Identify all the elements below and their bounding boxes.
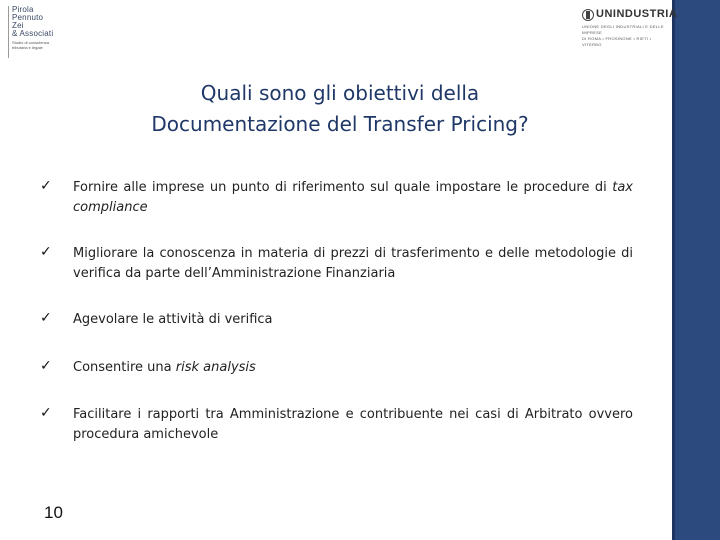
checkmark-icon: ✓ [40, 244, 52, 260]
page-number: 10 [44, 503, 63, 522]
list-item-emphasis: tax compliance [73, 180, 633, 215]
checkmark-icon: ✓ [40, 178, 52, 194]
unindustria-subtitle [582, 24, 672, 48]
list-item-text [73, 178, 633, 218]
list-item-text-part: Fornire alle imprese un punto di riferimento sul quale impostare le procedure di [73, 180, 613, 195]
unindustria-brand: UNINDUSTRIA [596, 8, 678, 20]
checkmark-icon: ✓ [40, 358, 52, 374]
logo-line: Pirola [12, 5, 34, 14]
pirola-pennuto-logo [8, 6, 72, 58]
list-item-text-part: Consentire una [73, 360, 176, 375]
right-decorative-band [672, 0, 720, 540]
checkmark-icon: ✓ [40, 310, 52, 326]
list-item-text [73, 358, 633, 378]
title-line-2: Documentazione del Transfer Pricing? [151, 112, 529, 136]
unindustria-subtitle-line: UNIONE DEGLI INDUSTRIALI E DELLE IMPRESE [582, 24, 664, 35]
unindustria-emblem-icon [582, 8, 594, 22]
list-item-emphasis: risk analysis [175, 360, 256, 375]
logo-line: Pennuto [12, 13, 44, 22]
unindustria-logo [582, 8, 678, 47]
band-stripe [672, 0, 675, 540]
logo-tagline [12, 40, 72, 50]
logo-tagline-line: Studio di consulenza [12, 40, 49, 45]
checkmark-icon: ✓ [40, 405, 52, 421]
list-item-text-part: Agevolare le attività di verifica [73, 312, 273, 327]
unindustria-subtitle-line: DI ROMA • FROSINONE • RIETI • VITERBO [582, 36, 652, 47]
logo-line: & Associati [12, 29, 54, 38]
list-item-text [73, 244, 633, 284]
list-item-text [73, 405, 633, 445]
title-line-1: Quali sono gli obiettivi della [200, 81, 480, 105]
list-item-text [73, 310, 633, 330]
list-item-text-part: Facilitare i rapporti tra Amministrazione e contribuente nei casi di Arbitrato ovvero procedura amichevole [73, 407, 633, 442]
list-item-text-part: Migliorare la conoscenza in materia di prezzi di trasferimento e delle metodologie di verifica da parte dell’Amministrazione Finanziaria [73, 246, 633, 281]
slide-title [20, 78, 660, 140]
logo-line: Zei [12, 21, 24, 30]
logo-tagline-line: tributaria e legale [12, 45, 43, 50]
